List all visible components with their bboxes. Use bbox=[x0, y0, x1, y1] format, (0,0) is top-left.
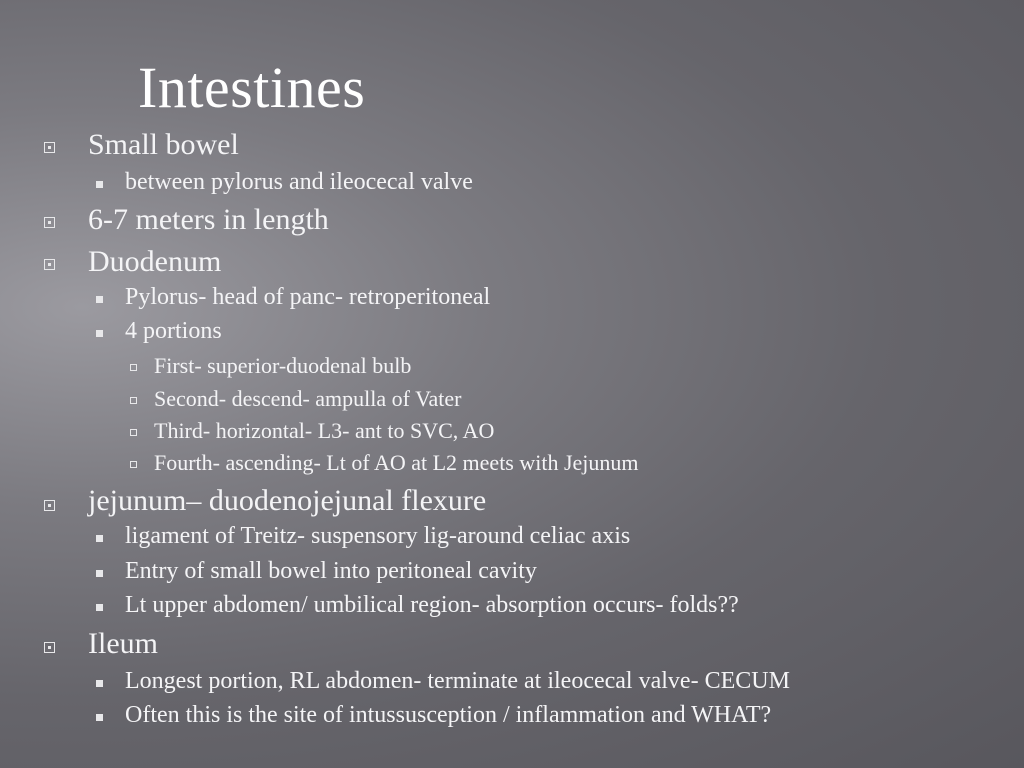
bullet-text: Third- horizontal- L3- ant to SVC, AO bbox=[154, 418, 495, 443]
square-bullet-icon bbox=[96, 535, 103, 542]
square-bullet-icon bbox=[96, 680, 103, 687]
hollow-square-bullet-icon bbox=[130, 364, 137, 371]
square-bullet-icon bbox=[96, 604, 103, 611]
bullet-text: 6-7 meters in length bbox=[88, 203, 329, 236]
square-bullet-icon bbox=[44, 217, 55, 228]
bullet-text: Entry of small bowel into peritoneal cavity bbox=[125, 558, 537, 584]
square-bullet-icon bbox=[96, 570, 103, 577]
bullet-text: between pylorus and ileocecal valve bbox=[125, 169, 473, 195]
square-bullet-icon bbox=[96, 296, 103, 303]
bullet-text: jejunum– duodenojejunal flexure bbox=[88, 484, 487, 517]
hollow-square-bullet-icon bbox=[130, 397, 137, 404]
bullet-text: 4 portions bbox=[125, 318, 222, 344]
square-bullet-icon bbox=[44, 500, 55, 511]
hollow-square-bullet-icon bbox=[130, 429, 137, 436]
bullet-text: Small bowel bbox=[88, 128, 239, 161]
square-bullet-icon bbox=[96, 330, 103, 337]
square-bullet-icon bbox=[44, 642, 55, 653]
bullet-text: Pylorus- head of panc- retroperitoneal bbox=[125, 284, 491, 310]
bullet-text: Often this is the site of intussusception / inflammation and WHAT? bbox=[125, 702, 772, 728]
square-bullet-icon bbox=[44, 142, 55, 153]
bullet-text: Ileum bbox=[88, 627, 158, 660]
bullet-text: Fourth- ascending- Lt of AO at L2 meets with Jejunum bbox=[154, 450, 639, 475]
bullet-text: Lt upper abdomen/ umbilical region- absorption occurs- folds?? bbox=[125, 592, 739, 618]
bullet-text: Longest portion, RL abdomen- terminate at ileocecal valve- CECUM bbox=[125, 668, 790, 694]
hollow-square-bullet-icon bbox=[130, 461, 137, 468]
square-bullet-icon bbox=[96, 181, 103, 188]
bullet-text: Second- descend- ampulla of Vater bbox=[154, 386, 462, 411]
square-bullet-icon bbox=[44, 259, 55, 270]
slide-title: Intestines bbox=[138, 55, 366, 120]
bullet-text: First- superior-duodenal bulb bbox=[154, 353, 412, 378]
square-bullet-icon bbox=[96, 714, 103, 721]
bullet-text: Duodenum bbox=[88, 245, 222, 278]
bullet-text: ligament of Treitz- suspensory lig-around celiac axis bbox=[125, 523, 631, 549]
